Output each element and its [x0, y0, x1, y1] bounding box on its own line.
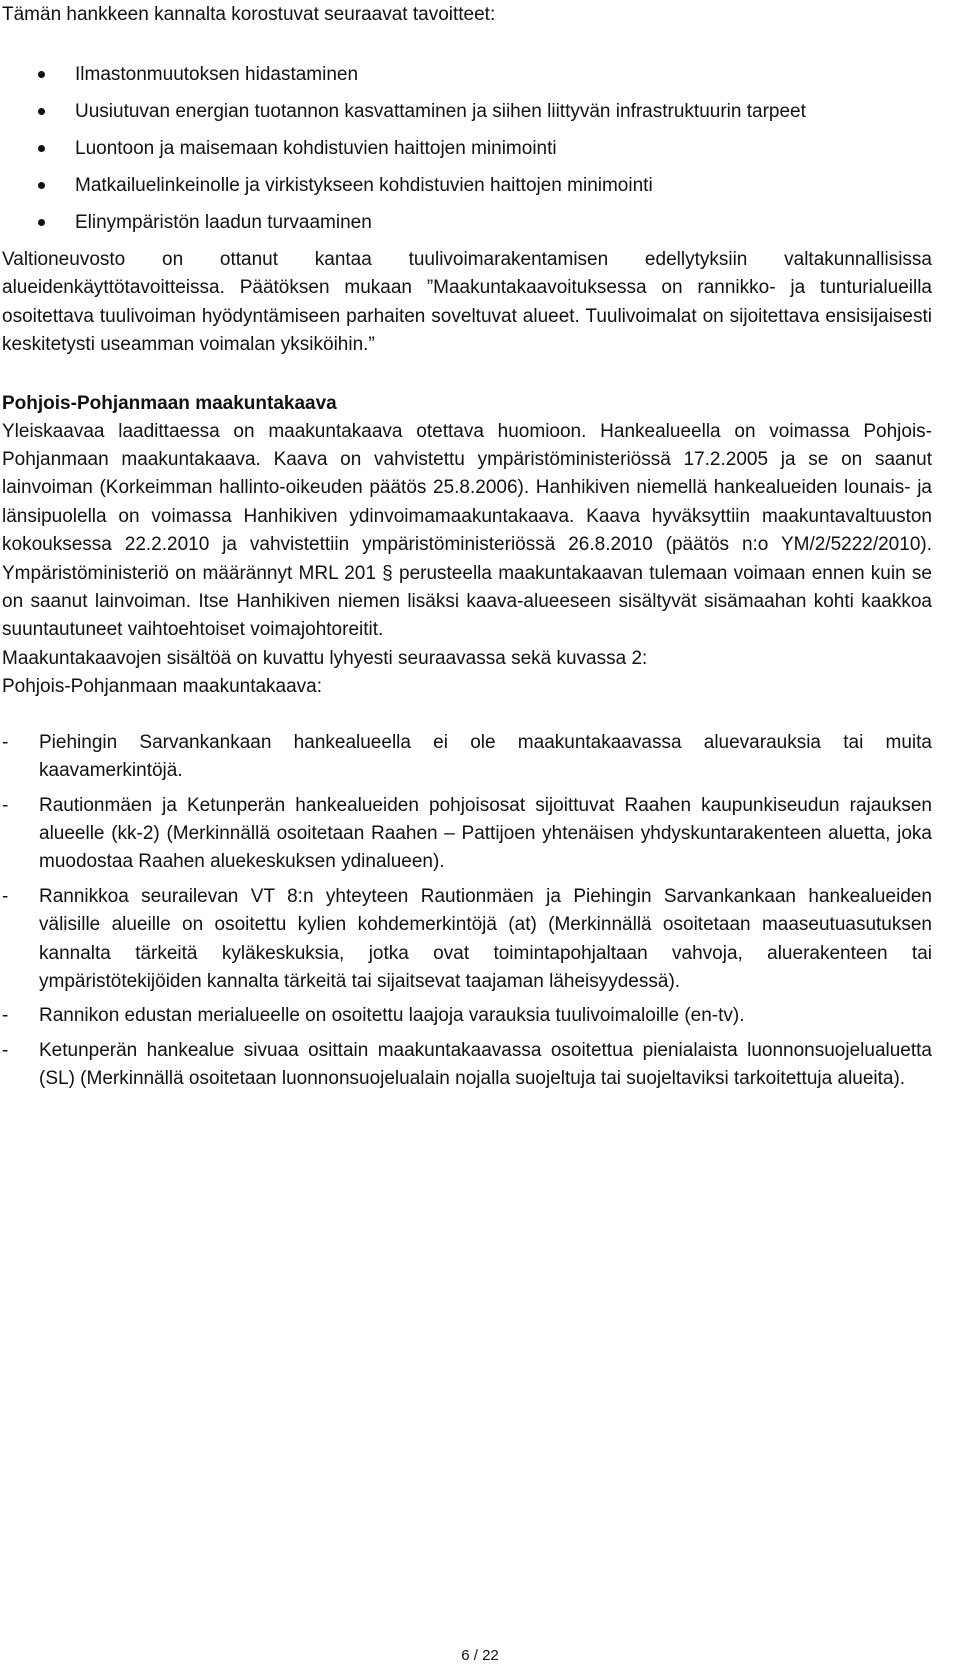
dash-item: [2, 1037, 932, 1094]
goal-item: Luontoon ja maisemaan kohdistuvien haittojen minimointi: [2, 135, 932, 162]
dash-item: [2, 792, 932, 877]
intro-text: Tämän hankkeen kannalta korostuvat seuraavat tavoitteet:: [2, 4, 496, 25]
dash-item-text: Rannikon edustan merialueelle on osoitettu laajoja varauksia tuulivoimaloille (en-tv).: [39, 1005, 745, 1027]
goal-item: Elinympäristön laadun turvaaminen: [2, 209, 932, 236]
dash-item-text: Rannikkoa seurailevan VT 8:n yhteyteen Rautionmäen ja Piehingin Sarvankankaan hankealueiden välisille alueille on osoitettu kylien kohdemerkintöjä (at) (Merkinnällä osoitetaan maaseutuasutuksen kannalta tärkeitä kyläkeskuksia, jotka ovat toimintapohjaltaan vahvoja, aluerakenteen tai ympäristötekijöiden kannalta tärkeitä tai sijaitsevat taajaman läheisyydessä).: [39, 885, 932, 992]
section-heading: Pohjois-Pohjanmaan maakuntakaava: [2, 392, 337, 414]
dash-item-text: Ketunperän hankealue sivuaa osittain maakuntakaavassa osoitettua pienialaista luonnonsuojelualuetta (SL) (Merkinnällä osoitetaan luonnonsuojelualain nojalla suojeltuja tai suojeltaviksi tarkoitettuja alueita).: [39, 1039, 932, 1090]
dash-marker: -: [2, 885, 9, 907]
goal-item: Ilmastonmuutoksen hidastaminen: [2, 61, 932, 88]
paragraph-yleiskaava: Yleiskaavaa laadittaessa on maakuntakaava otettava huomioon. Hankealueella on voimassa Pohjois-Pohjanmaan maakuntakaava. Kaava on vahvistettu ympäristöministeriössä 17.2.2005 ja se on saanut lainvoiman (Korkeimman hallinto-oikeuden päätös 25.8.2006). Hanhikiven niemellä hankealueiden lounais- ja länsipuolella on voimassa Hanhikiven ydinvoimamaakuntakaava. Kaava hyväksyttiin maakuntavaltuuston kokouksessa 22.2.2010 ja vahvistettiin ympäristöministeriössä 26.8.2010 (päätös n:o YM/2/5222/2010). Ympäristöministeriö on määrännyt MRL 201 § perusteella maakuntakaavan tulemaan voimaan ennen kuin se on saanut lainvoiman. Itse Hanhikiven niemen lisäksi kaava-alueeseen sisältyvät sisämaahan kohti kaakkoa suuntautuneet vaihtoehtoiset voimajohtoreitit.: [2, 420, 932, 641]
paragraph-pohjois-label: Pohjois-Pohjanmaan maakuntakaava:: [2, 676, 323, 698]
dash-list: [2, 729, 932, 1094]
dash-item-text: Rautionmäen ja Ketunperän hankealueiden pohjoisosat sijoittuvat Raahen kaupunkiseudun rajauksen alueelle (kk-2) (Merkinnällä osoitetaan Raahen – Pattijoen yhtenäisen yhdyskuntarakenteen aluetta, joka muodostaa Raahen aluekeskuksen ydinalueen).: [39, 794, 932, 873]
dash-marker: -: [2, 794, 9, 816]
dash-item: [2, 883, 932, 997]
dash-item-text: Piehingin Sarvankankaan hankealueella ei ole maakuntakaavassa aluevarauksia tai muita kaavamerkintöjä.: [39, 731, 932, 782]
goal-item: Matkailuelinkeinolle ja virkistykseen kohdistuvien haittojen minimointi: [2, 172, 932, 199]
dash-item: [2, 729, 932, 786]
goals-list: [2, 61, 932, 236]
paragraph-kuvattu: Maakuntakaavojen sisältöä on kuvattu lyhyesti seuraavassa sekä kuvassa 2:: [2, 647, 648, 669]
dash-marker: -: [2, 1005, 9, 1027]
dash-marker: -: [2, 1039, 9, 1061]
paragraph-valtioneuvosto: Valtioneuvosto on ottanut kantaa tuulivoimarakentamisen edellytyksiin valtakunnallisissa alueidenkäyttötavoitteissa. Päätöksen mukaan ”Maakuntakaavoituksessa on rannikko- ja tunturialueilla osoitettava tuulivoiman hyödyntämiseen parhaiten soveltuvat alueet. Tuulivoimalat on sijoitettava ensisijaisesti keskitetysti useamman voimalan yksiköihin.”: [2, 249, 932, 356]
dash-item: [2, 1002, 932, 1030]
dash-marker: -: [2, 731, 9, 753]
page-number: 6 / 22: [461, 1647, 499, 1664]
goal-item: Uusiutuvan energian tuotannon kasvattaminen ja siihen liittyvän infrastruktuurin tarpeet: [2, 98, 932, 125]
